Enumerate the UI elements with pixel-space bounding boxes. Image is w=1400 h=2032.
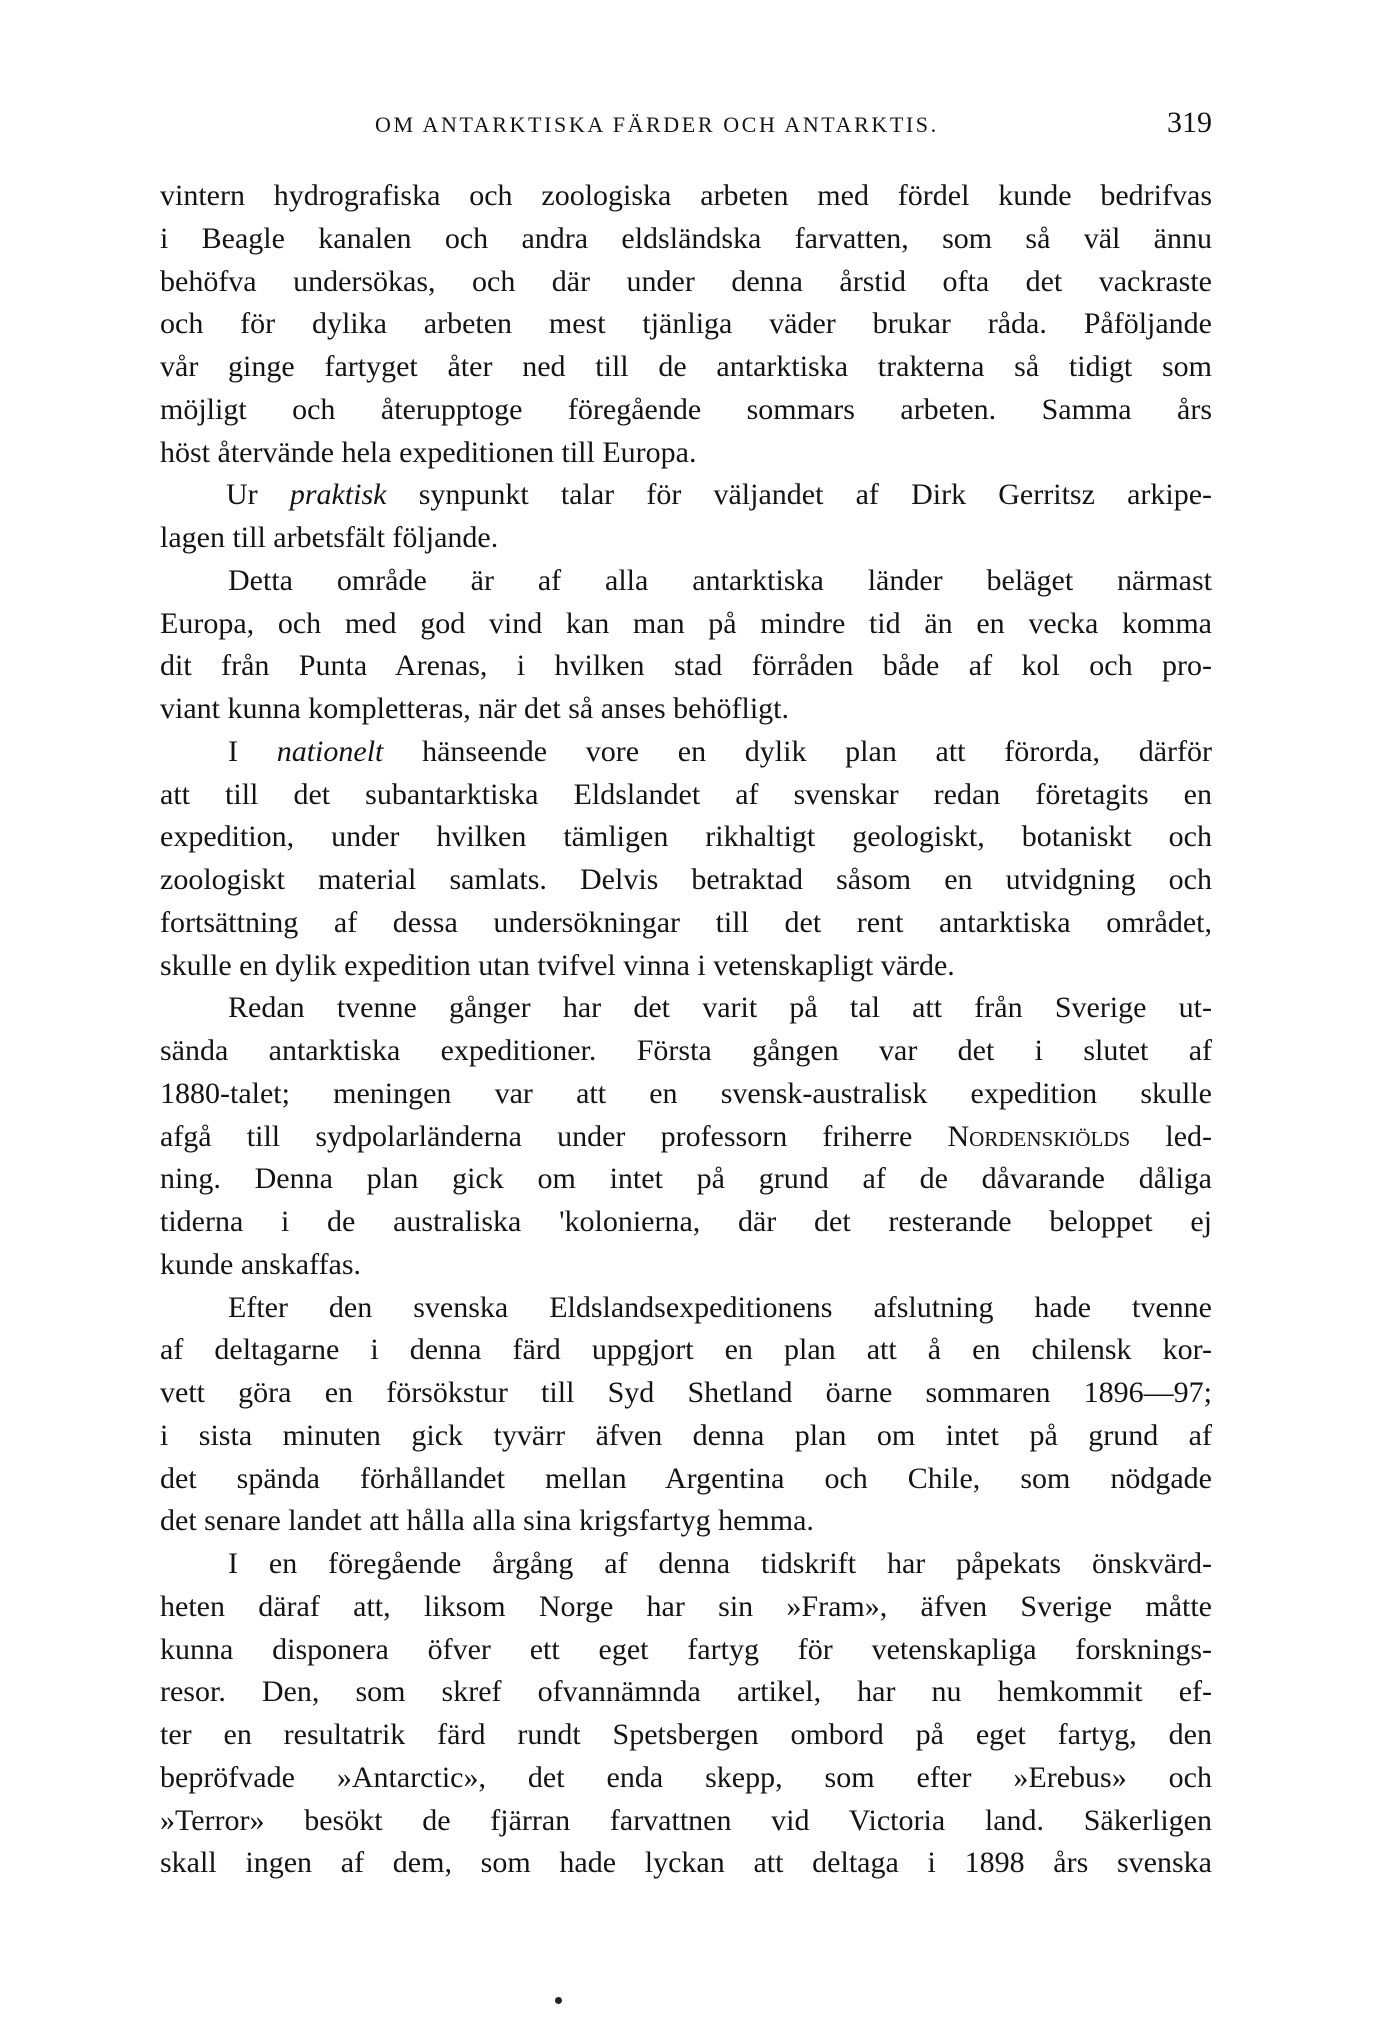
text-run: afgå till sydpolarländerna under professorn friherre	[160, 1119, 913, 1153]
text-line: skulle en dylik expedition utan tvifvel vinna i vetenskapligt värde.	[160, 948, 955, 982]
text-line: sända antarktiska expeditioner. Första gången var det i slutet af	[160, 1034, 1212, 1067]
text-line	[160, 1116, 1212, 1159]
body-text	[160, 175, 1212, 1885]
text-run: led-	[1165, 1119, 1213, 1153]
print-speck	[555, 1997, 562, 2004]
text-line: vett göra en försökstur till Syd Shetland öarne sommaren 1896—97;	[160, 1376, 1212, 1409]
text-line: dit från Punta Arenas, i hvilken stad förråden både af kol och pro-	[160, 649, 1212, 683]
text-line: det senare landet att hålla alla sina krigsfartyg hemma.	[160, 1504, 814, 1538]
text-line: tiderna i de australiska 'kolonierna, där det resterande beloppet ej	[160, 1205, 1212, 1238]
text-line: I en föregående årgång af denna tidskrift har påpekats önskvärd-	[228, 1547, 1212, 1580]
text-line: kunna disponera öfver ett eget fartyg för vetenskapliga forsknings-	[160, 1632, 1212, 1666]
text-line: vår ginge fartyget åter ned till de antarktiska trakterna så tidigt som	[160, 350, 1212, 383]
text-line: att till det subantarktiska Eldslandet af svenskar redan företagits en	[160, 777, 1212, 811]
text-line: behöfva undersökas, och där under denna årstid ofta det vackraste	[160, 264, 1212, 298]
text-line: »Terror» besökt de fjärran farvattnen vid Victoria land. Säkerligen	[160, 1803, 1212, 1837]
page-header	[160, 106, 1212, 152]
page-number: 319	[1167, 106, 1212, 139]
text-line: Redan tvenne gånger har det varit på tal att från Sverige ut-	[228, 991, 1212, 1025]
text-run: hänseende vore en dylik plan att förorda, därför	[422, 734, 1213, 768]
small-caps-name: Nordenskiölds	[947, 1119, 1131, 1153]
text-line: skall ingen af dem, som hade lyckan att deltaga i 1898 års svenska	[160, 1846, 1212, 1880]
text-line: Efter den svenska Eldslandsexpeditionens afslutning hade tvenne	[228, 1290, 1212, 1324]
text-line: möjligt och återupptoge föregående sommars arbeten. Samma års	[160, 392, 1212, 426]
text-line: i Beagle kanalen och andra eldsländska farvatten, som så väl ännu	[160, 221, 1212, 255]
emphasis-nationelt: nationelt	[276, 734, 384, 768]
text-line: ning. Denna plan gick om intet på grund af de dåvarande dåliga	[160, 1162, 1212, 1196]
text-line: Detta område är af alla antarktiska länder beläget närmast	[228, 563, 1212, 597]
text-line: höst återvände hela expeditionen till Europa.	[160, 435, 697, 469]
text-line: kunde anskaffas.	[160, 1247, 362, 1281]
text-run: I	[228, 734, 238, 768]
running-title: OM ANTARKTISKA FÄRDER OCH ANTARKTIS.	[375, 112, 939, 137]
text-line: och för dylika arbeten mest tjänliga väder brukar råda. Påföljande	[160, 307, 1212, 341]
text-line	[160, 731, 1212, 774]
text-line: Europa, och med god vind kan man på mindre tid än en vecka komma	[160, 606, 1212, 640]
text-line: viant kunna kompletteras, när det så anses behöfligt.	[160, 692, 789, 725]
text-line: af deltagarne i denna färd uppgjort en plan att å en chilensk kor-	[160, 1333, 1212, 1367]
text-line: det spända förhållandet mellan Argentina och Chile, som nödgade	[160, 1461, 1212, 1495]
text-run: synpunkt talar för väljandet af Dirk Gerritsz arkipe-	[418, 478, 1213, 512]
text-line: expedition, under hvilken tämligen rikhaltigt geologiskt, botaniskt och	[160, 820, 1212, 854]
text-line: fortsättning af dessa undersökningar till det rent antarktiska området,	[160, 905, 1212, 939]
text-line: i sista minuten gick tyvärr äfven denna plan om intet på grund af	[160, 1418, 1212, 1452]
text-run: Ur	[226, 478, 258, 512]
emphasis-praktisk: praktisk	[289, 478, 387, 512]
text-line: resor. Den, som skref ofvannämnda artikel, har nu hemkommit ef-	[160, 1675, 1212, 1709]
text-line: vintern hydrografiska och zoologiska arbeten med fördel kunde bedrifvas	[160, 179, 1212, 212]
text-line: zoologiskt material samlats. Delvis betraktad såsom en utvidgning och	[160, 863, 1212, 896]
text-line: ter en resultatrik färd rundt Spetsbergen ombord på eget fartyg, den	[160, 1718, 1212, 1751]
text-line: bepröfvade »Antarctic», det enda skepp, som efter »Erebus» och	[160, 1760, 1212, 1794]
text-line: 1880-talet; meningen var att en svensk-australisk expedition skulle	[160, 1076, 1212, 1110]
text-line	[160, 474, 1212, 517]
text-line: lagen till arbetsfält följande.	[160, 521, 499, 554]
text-line: heten däraf att, liksom Norge har sin »Fram», äfven Sverige måtte	[160, 1589, 1212, 1623]
